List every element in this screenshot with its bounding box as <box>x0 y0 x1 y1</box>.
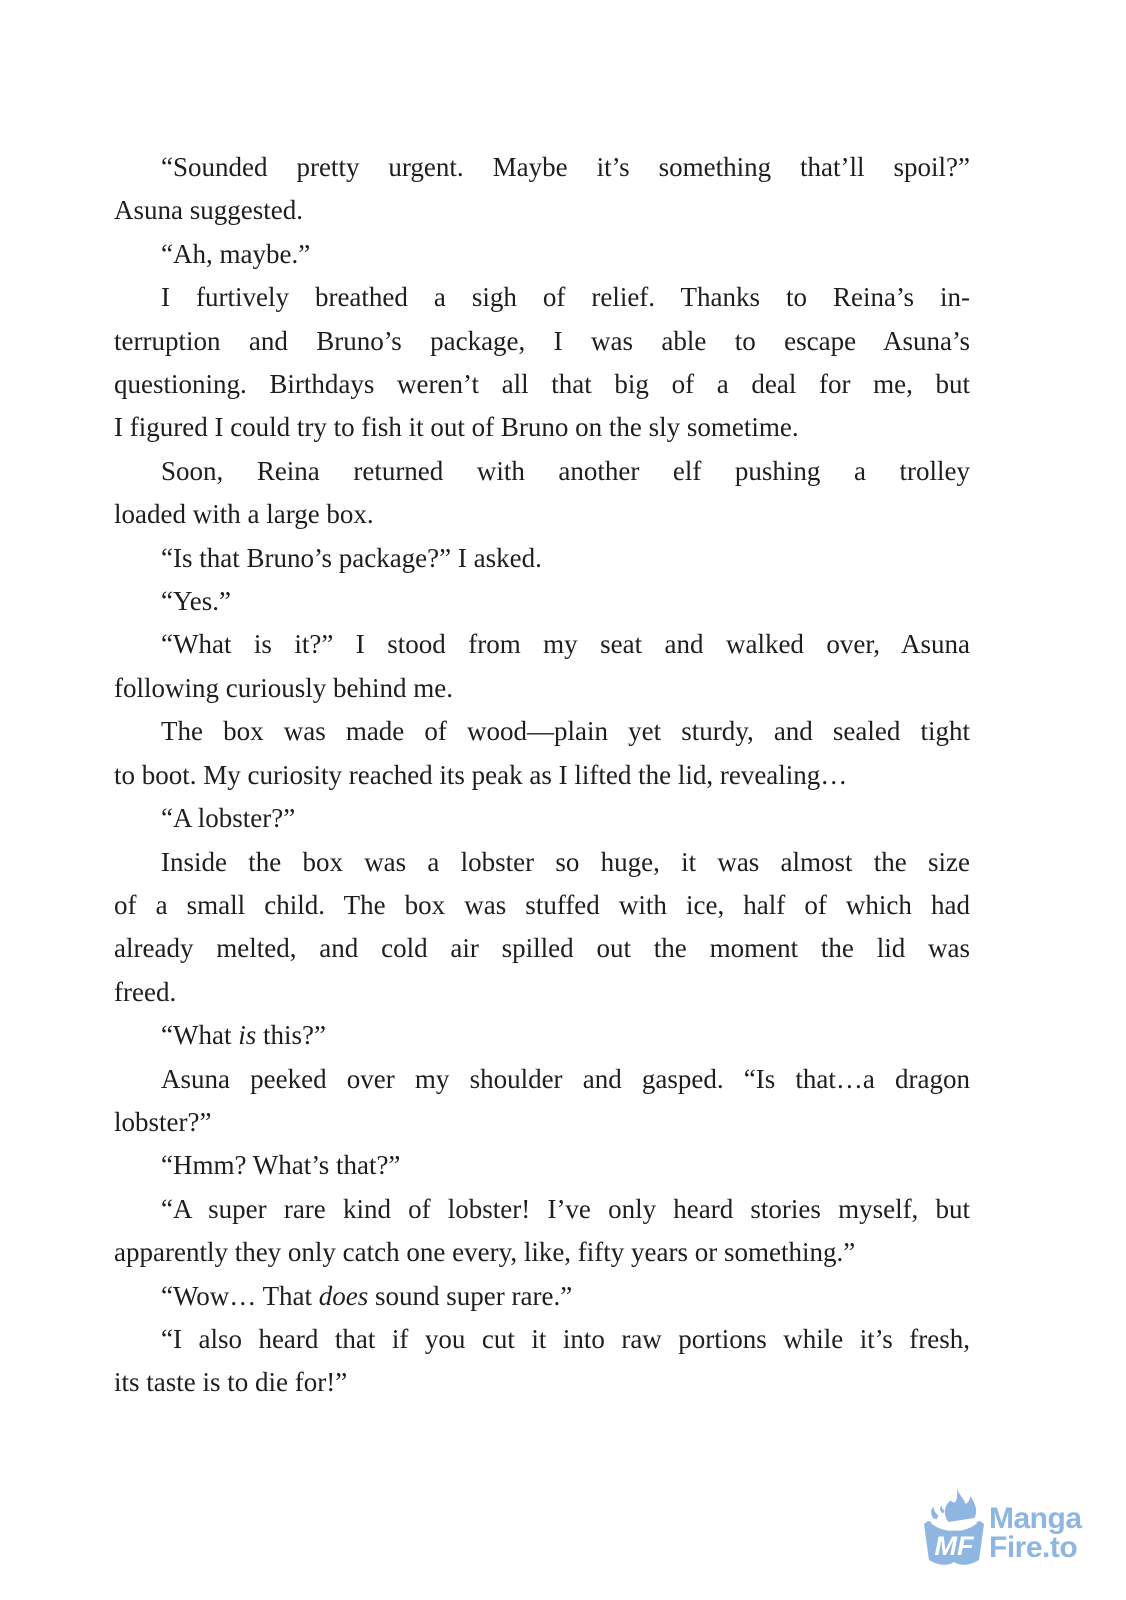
watermark-line2: Fire.to <box>989 1531 1078 1564</box>
paragraph <box>114 580 970 623</box>
spark-icon <box>931 1507 938 1520</box>
text-line: apparently they only catch one every, like, fifty years or something.” <box>114 1237 856 1268</box>
text-line: The box was made of wood—plain yet sturdy, and sealed tight <box>161 716 970 747</box>
flame-icon <box>945 1488 976 1522</box>
paragraph <box>114 450 970 537</box>
text-line: freed. <box>114 976 177 1007</box>
text-line: “Yes.” <box>161 586 232 617</box>
text-line: Asuna peeked over my shoulder and gasped. “Is that…a dragon <box>161 1063 970 1094</box>
text-line: to boot. My curiosity reached its peak as I lifted the lid, revealing… <box>114 759 848 790</box>
paragraph <box>114 1275 970 1318</box>
text-line: “Sounded pretty urgent. Maybe it’s something that’ll spoil?” <box>161 152 970 182</box>
text-line: “Is that Bruno’s package?” I asked. <box>161 542 542 573</box>
logo-monogram: MF <box>934 1531 974 1561</box>
paragraph <box>114 623 970 710</box>
paragraph <box>114 710 970 797</box>
paragraph <box>114 1014 970 1057</box>
text-line: its taste is to die for!” <box>114 1367 348 1398</box>
text-line: “Hmm? What’s that?” <box>161 1150 401 1181</box>
paragraph <box>114 797 970 840</box>
paragraph <box>114 1058 970 1145</box>
text-line: of a small child. The box was stuffed with ice, half of which had <box>114 889 970 920</box>
text-line: “A lobster?” <box>161 803 296 834</box>
mangafire-logo-icon <box>924 1488 984 1566</box>
text-line: “Wow… That does sound super rare.” <box>161 1280 573 1311</box>
text-line: “I also heard that if you cut it into raw portions while it’s fresh, <box>161 1323 970 1354</box>
mangafire-watermark <box>924 1488 1082 1566</box>
text-line: “What is this?” <box>161 1020 326 1051</box>
text-line: following curiously behind me. <box>114 672 453 703</box>
text-line: lobster?” <box>114 1106 212 1137</box>
page-text <box>114 146 970 1405</box>
watermark-wordmark <box>989 1504 1082 1562</box>
paragraph <box>114 537 970 580</box>
text-line: I furtively breathed a sigh of relief. Thanks to Reina’s in- <box>161 282 970 313</box>
text-line: Asuna suggested. <box>114 195 303 226</box>
paragraph <box>114 276 970 450</box>
text-line: questioning. Birthdays weren’t all that big of a deal for me, but <box>114 369 970 400</box>
text-line: Soon, Reina returned with another elf pushing a trolley <box>161 455 970 486</box>
paragraph <box>114 1318 970 1405</box>
text-line: “Ah, maybe.” <box>161 238 311 269</box>
text-line: Inside the box was a lobster so huge, it was almost the size <box>161 846 970 877</box>
text-line: “A super rare kind of lobster! I’ve only heard stories myself, but <box>161 1193 970 1224</box>
text-line: already melted, and cold air spilled out the moment the lid was <box>114 933 970 964</box>
paragraph <box>114 1188 970 1275</box>
paragraph <box>114 233 970 276</box>
paragraph <box>114 146 970 233</box>
paragraph <box>114 1144 970 1187</box>
text-line: terruption and Bruno’s package, I was able to escape Asuna’s <box>114 325 970 356</box>
text-line: “What is it?” I stood from my seat and walked over, Asuna <box>161 629 970 660</box>
paragraph <box>114 841 970 1015</box>
watermark-line1: Manga <box>989 1502 1082 1535</box>
spark-icon <box>940 1506 944 1514</box>
text-line: I figured I could try to fish it out of Bruno on the sly sometime. <box>114 412 799 443</box>
text-line: loaded with a large box. <box>114 499 374 530</box>
